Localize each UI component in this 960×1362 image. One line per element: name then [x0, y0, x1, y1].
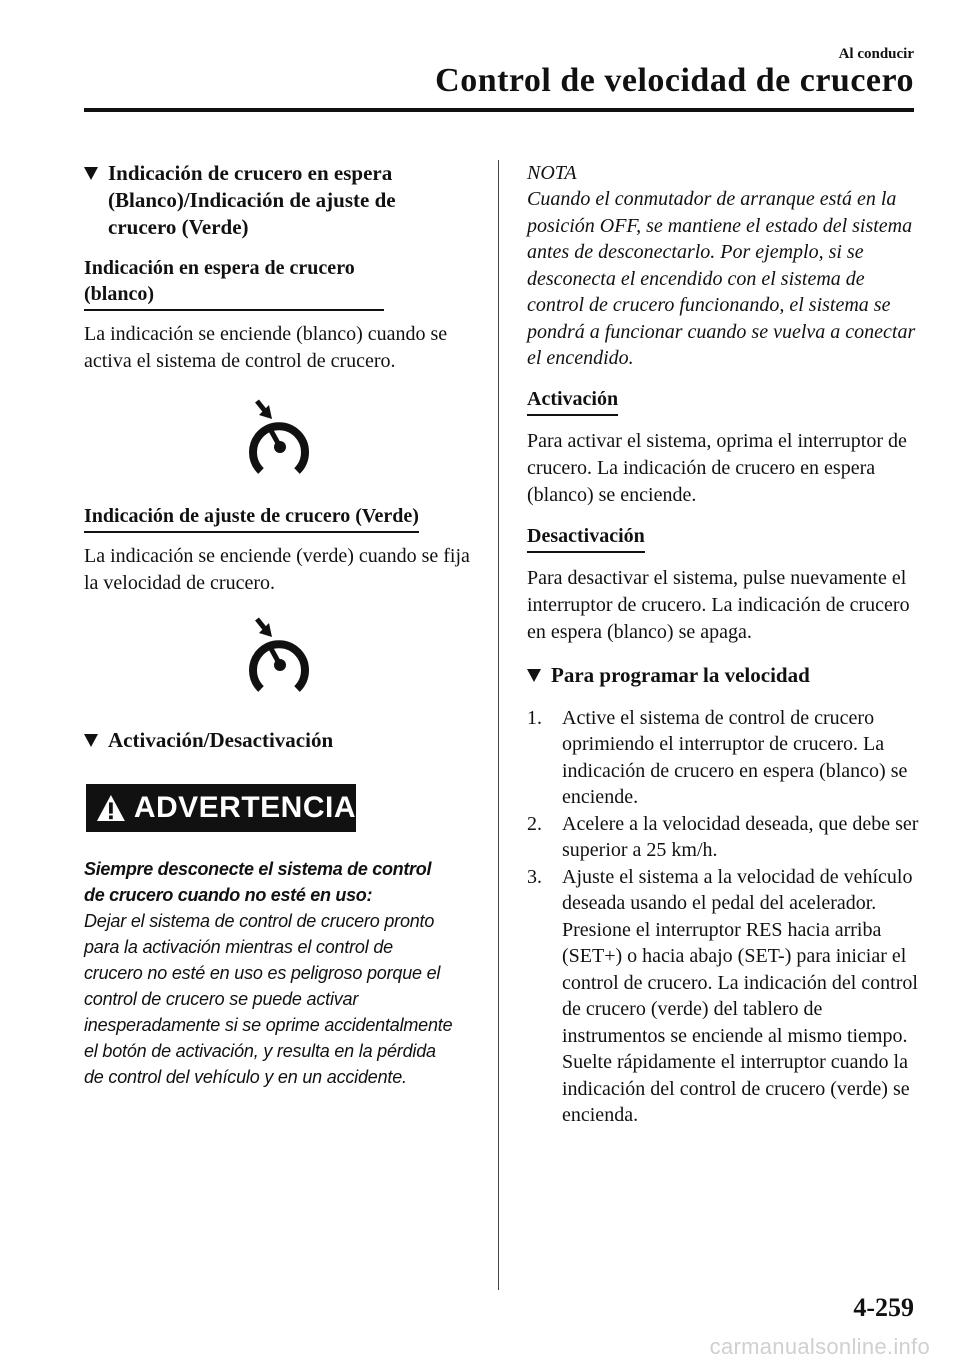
list-item — [527, 811, 920, 864]
warning-label: ADVERTENCIA — [133, 791, 356, 824]
warning-banner — [86, 784, 356, 832]
section-heading-program — [527, 662, 920, 689]
list-item — [527, 864, 920, 1129]
section-heading-activation — [84, 727, 474, 754]
warning-triangle-icon — [96, 793, 126, 823]
set-heading: Indicación de ajuste de crucero (Verde) — [84, 503, 419, 533]
chapter-label: Al conducir — [838, 46, 914, 62]
steps-list — [527, 705, 920, 1129]
activation-text: Para activar el sistema, oprima el interruptor de crucero. La indicación de crucero en espera (blanco) se enciende. — [527, 429, 907, 506]
header-divider — [84, 108, 914, 112]
right-column — [527, 160, 920, 1129]
warning-lead: Siempre desconecte el sistema de control de crucero cuando no esté en uso: — [84, 859, 432, 905]
page-title: Control de velocidad de crucero — [435, 62, 914, 99]
step-number: 3. — [527, 865, 542, 888]
page-number: 4-259 — [853, 1293, 914, 1322]
step-number: 1. — [527, 706, 542, 729]
standby-heading: Indicación en espera de crucero (blanco) — [84, 255, 384, 311]
note-text: Cuando el conmutador de arranque está en la posición OFF, se mantiene el estado del sistema antes de desconectarlo. Por ejemplo, si se desconecta el encendido con el sistema de control de crucero funcionando, el sistema se pondrá a funcionar cuando se vuelva a conectar el encendido. — [527, 188, 916, 369]
section-heading-text: Indicación de crucero en espera (Blanco)/Indicación de ajuste de crucero (Verde) — [108, 161, 396, 239]
left-column — [84, 160, 474, 1090]
cruise-standby-icon — [239, 397, 319, 481]
standby-text: La indicación se enciende (blanco) cuando se activa el sistema de control de crucero. — [84, 323, 448, 372]
watermark: carmanualsonline.info — [709, 1334, 930, 1359]
deactivation-text: Para desactivar el sistema, pulse nuevamente el interruptor de crucero. La indicación de crucero en espera (blanco) se apaga. — [527, 566, 910, 643]
triangle-bullet-icon — [84, 167, 98, 180]
triangle-bullet-icon — [527, 669, 541, 682]
list-item — [527, 705, 920, 811]
deactivation-heading: Desactivación — [527, 523, 645, 553]
set-text: La indicación se enciende (verde) cuando se fija la velocidad de crucero. — [84, 545, 470, 594]
warning-text: Dejar el sistema de control de crucero pronto para la activación mientras el control de crucero no esté en uso es peligroso porque el control de crucero se puede activar inesperadamente si se oprime accidentalmente el botón de activación, y resulta en la pérdida de control del vehículo y en un accidente. — [84, 911, 453, 1087]
step-text: Ajuste el sistema a la velocidad de vehículo deseada usando el pedal del acelerador. Presione el interruptor RES hacia arriba (SET+) o hacia abajo (SET-) para iniciar el control de crucero. La indicación del control de crucero (verde) del tablero de instrumentos se enciende al mismo tiempo. Suelte rápidamente el interruptor cuando la indicación del control de crucero (verde) se encienda. — [562, 865, 918, 1126]
cruise-set-icon — [239, 615, 319, 699]
column-divider — [498, 160, 499, 1290]
section-heading-text: Para programar la velocidad — [551, 662, 810, 687]
step-text: Acelere a la velocidad deseada, que debe ser superior a 25 km/h. — [562, 812, 919, 861]
step-number: 2. — [527, 812, 542, 835]
note-label: NOTA — [527, 162, 577, 184]
triangle-bullet-icon — [84, 734, 98, 747]
section-heading-indicators — [84, 160, 434, 241]
step-text: Active el sistema de control de crucero oprimiendo el interruptor de crucero. La indicación de crucero en espera (blanco) se enciende. — [562, 706, 908, 808]
section-heading-text: Activación/Desactivación — [108, 728, 334, 752]
activation-heading: Activación — [527, 386, 618, 416]
